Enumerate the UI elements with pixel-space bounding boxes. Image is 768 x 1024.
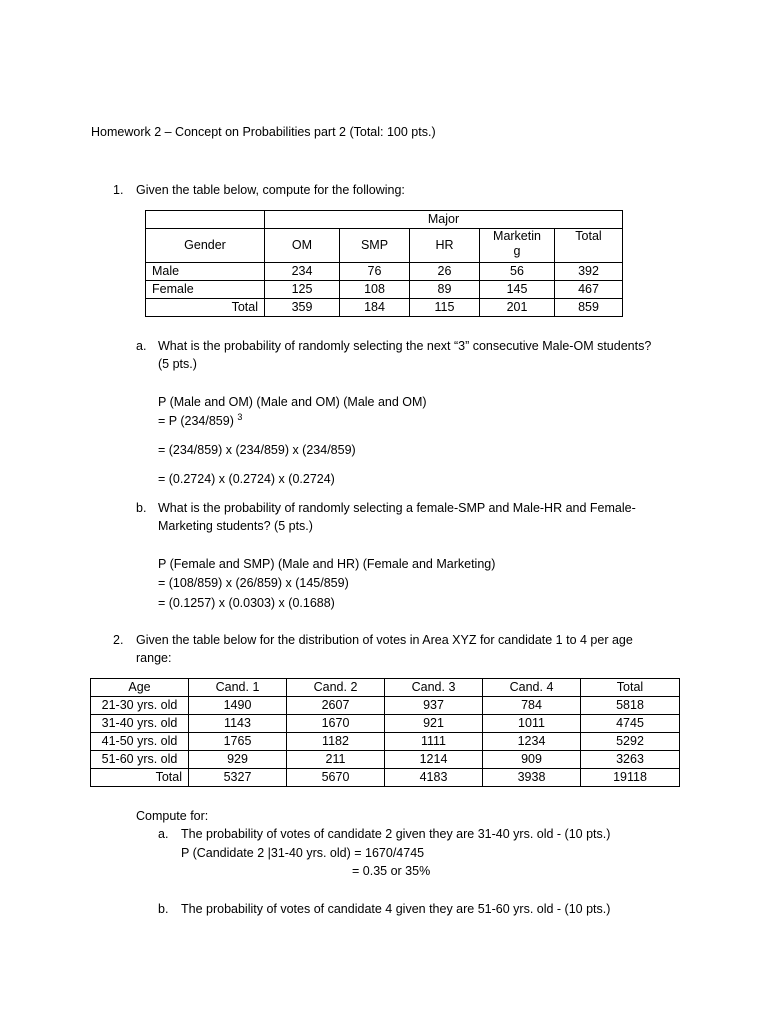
row-label-male: Male	[146, 263, 265, 281]
table-row	[91, 697, 680, 715]
table-cell: 467	[555, 281, 623, 299]
q2b-letter: b.	[158, 902, 169, 916]
table-cell: 5327	[189, 769, 287, 787]
col-header-marketing: Marketin g	[480, 229, 555, 263]
q1a-work-line3: = (234/859) x (234/859) x (234/859)	[158, 443, 356, 457]
table-cell: 4183	[385, 769, 483, 787]
row-label-age: 31-40 yrs. old	[91, 715, 189, 733]
row-label-age: 21-30 yrs. old	[91, 697, 189, 715]
table-cell: 359	[265, 299, 340, 317]
votes-header-row	[91, 679, 680, 697]
table-cell: 89	[410, 281, 480, 299]
table-row	[91, 733, 680, 751]
table-cell: 392	[555, 263, 623, 281]
col-header-om: OM	[265, 229, 340, 263]
q1a-work-line2	[158, 413, 242, 429]
table-cell: 108	[340, 281, 410, 299]
row-label-total: Total	[91, 769, 189, 787]
q1b-work-line2: = (108/859) x (26/859) x (145/859)	[158, 576, 349, 590]
table-cell: 2607	[287, 697, 385, 715]
col-header-hr: HR	[410, 229, 480, 263]
table-row	[91, 751, 680, 769]
q1b-work-line1: P (Female and SMP) (Male and HR) (Female and Marketing)	[158, 557, 496, 571]
table-cell: 125	[265, 281, 340, 299]
row-label-female: Female	[146, 281, 265, 299]
row-label-total: Total	[146, 299, 265, 317]
col-header-cand-3: Cand. 3	[385, 679, 483, 697]
table-cell: 5670	[287, 769, 385, 787]
table-cell: 234	[265, 263, 340, 281]
table-cell: 201	[480, 299, 555, 317]
table-cell: 859	[555, 299, 623, 317]
q1a-question-line2: (5 pts.)	[158, 357, 197, 371]
table-cell: 1111	[385, 733, 483, 751]
table-cell: 19118	[581, 769, 680, 787]
table-row	[91, 715, 680, 733]
table-cell: 1011	[483, 715, 581, 733]
q1-number: 1.	[113, 183, 124, 197]
q2a-work-line1: P (Candidate 2 |31-40 yrs. old) = 1670/4745	[181, 846, 425, 860]
blank-corner-cell	[146, 211, 265, 229]
table-row	[146, 281, 623, 299]
major-table	[145, 210, 623, 317]
table-cell: 1214	[385, 751, 483, 769]
table-cell: 784	[483, 697, 581, 715]
row-label-age: 41-50 yrs. old	[91, 733, 189, 751]
table-cell: 115	[410, 299, 480, 317]
row-label-age: 51-60 yrs. old	[91, 751, 189, 769]
q2a-work-line2: = 0.35 or 35%	[352, 864, 431, 878]
col-header-total: Total	[555, 229, 623, 263]
q1a-exponent: 3	[237, 411, 243, 422]
table-row	[146, 299, 623, 317]
col-header-cand-4: Cand. 4	[483, 679, 581, 697]
table-row	[146, 263, 623, 281]
table-cell: 56	[480, 263, 555, 281]
q1b-letter: b.	[136, 501, 147, 515]
table-cell: 5818	[581, 697, 680, 715]
q2a-letter: a.	[158, 827, 169, 841]
q2-number: 2.	[113, 633, 124, 647]
q1b-work-line3: = (0.1257) x (0.0303) x (0.1688)	[158, 596, 335, 610]
q1a-letter: a.	[136, 339, 147, 353]
table-cell: 4745	[581, 715, 680, 733]
q1a-question-line1: What is the probability of randomly selecting the next “3” consecutive Male-OM students?	[158, 339, 652, 353]
table-cell: 921	[385, 715, 483, 733]
col-header-smp: SMP	[340, 229, 410, 263]
table-cell: 1490	[189, 697, 287, 715]
table-cell: 184	[340, 299, 410, 317]
q2-prompt-line2: range:	[136, 651, 172, 665]
q1-prompt: Given the table below, compute for the following:	[136, 183, 405, 197]
q2-prompt-line1: Given the table below for the distribution of votes in Area XYZ for candidate 1 to 4 per age	[136, 633, 633, 647]
col-header-cand-2: Cand. 2	[287, 679, 385, 697]
q1a-work-line4: = (0.2724) x (0.2724) x (0.2724)	[158, 472, 335, 486]
table-cell: 145	[480, 281, 555, 299]
table-cell: 26	[410, 263, 480, 281]
table-cell: 76	[340, 263, 410, 281]
q2b-question: The probability of votes of candidate 4 given they are 51-60 yrs. old - (10 pts.)	[181, 902, 611, 916]
table-cell: 3263	[581, 751, 680, 769]
gender-header: Gender	[146, 229, 265, 263]
q2a-question: The probability of votes of candidate 2 given they are 31-40 yrs. old - (10 pts.)	[181, 827, 611, 841]
q1b-question-line2: Marketing students? (5 pts.)	[158, 519, 313, 533]
q1a-work-line1: P (Male and OM) (Male and OM) (Male and OM)	[158, 395, 427, 409]
table-cell: 5292	[581, 733, 680, 751]
table-cell: 937	[385, 697, 483, 715]
table-cell: 211	[287, 751, 385, 769]
table-cell: 1182	[287, 733, 385, 751]
major-header: Major	[265, 211, 623, 229]
col-header-total: Total	[581, 679, 680, 697]
table-cell: 1143	[189, 715, 287, 733]
col-header-age: Age	[91, 679, 189, 697]
q1b-question-line1: What is the probability of randomly selecting a female-SMP and Male-HR and Female-	[158, 501, 636, 515]
table-cell: 1670	[287, 715, 385, 733]
table-cell: 3938	[483, 769, 581, 787]
q1a-work-line2-text: = P (234/859)	[158, 414, 234, 428]
table-cell: 1234	[483, 733, 581, 751]
votes-table	[90, 678, 680, 787]
col-header-cand-1: Cand. 1	[189, 679, 287, 697]
document-title: Homework 2 – Concept on Probabilities part 2 (Total: 100 pts.)	[91, 125, 436, 139]
table-cell: 929	[189, 751, 287, 769]
table-cell: 909	[483, 751, 581, 769]
compute-for-label: Compute for:	[136, 809, 209, 823]
table-row	[91, 769, 680, 787]
table-cell: 1765	[189, 733, 287, 751]
